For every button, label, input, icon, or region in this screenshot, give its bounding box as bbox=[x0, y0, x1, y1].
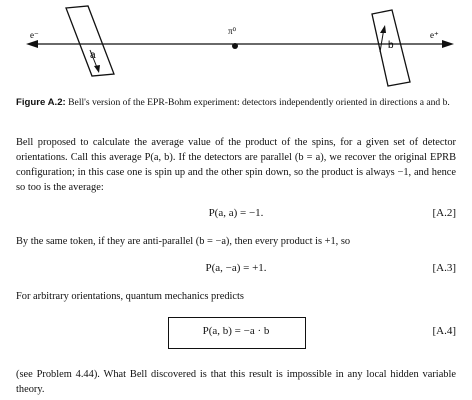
pion-label: π⁰ bbox=[228, 26, 237, 36]
paragraph-2: By the same token, if they are anti-parallel (b = −a), then every product is +1, so bbox=[16, 236, 351, 247]
paragraph-3: For arbitrary orientations, quantum mechanics predicts bbox=[16, 291, 244, 302]
right-detector-arrowhead bbox=[380, 25, 386, 33]
caption-text: Bell's version of the EPR-Bohm experiment: detectors independently oriented in directions a and b. bbox=[68, 97, 450, 108]
equation-a3-expr: P(a, −a) = +1. bbox=[205, 262, 267, 274]
equation-a3 bbox=[0, 262, 472, 278]
epr-bohm-figure bbox=[0, 0, 472, 92]
left-detector bbox=[66, 6, 114, 76]
equation-a3-tag: [A.3] bbox=[432, 262, 456, 274]
left-arrowhead bbox=[26, 40, 38, 48]
equation-a2-tag: [A.2] bbox=[432, 207, 456, 219]
equation-a4-expr: P(a, b) = −a · b bbox=[202, 325, 270, 337]
equation-a4 bbox=[0, 325, 472, 341]
pion-source-dot bbox=[232, 43, 238, 49]
positron-label: e⁺ bbox=[430, 30, 439, 40]
equation-a2 bbox=[0, 207, 472, 223]
electron-label: e⁻ bbox=[30, 30, 39, 40]
left-detector-arrowhead bbox=[94, 65, 100, 73]
detector-b-label: b bbox=[388, 40, 394, 51]
equation-a2-expr: P(a, a) = −1. bbox=[208, 207, 264, 219]
right-arrowhead bbox=[442, 40, 454, 48]
figure-caption bbox=[16, 97, 456, 109]
detector-a-label: a bbox=[90, 50, 96, 61]
caption-label: Figure A.2: bbox=[16, 97, 66, 108]
paragraph-1: Bell proposed to calculate the average value of the product of the spins, for a given set of detector orientations. Call this average P(a, b). If the detectors are parallel (b = a), we recover the original EPRB configuration; in this case one is spin up and the other spin down, so the product is always −1, and hence so too is the average: bbox=[16, 137, 456, 193]
equation-a4-tag: [A.4] bbox=[432, 325, 456, 337]
paragraph-4: (see Problem 4.44). What Bell discovered is that this result is impossible in any local hidden variable theory. bbox=[16, 369, 456, 395]
